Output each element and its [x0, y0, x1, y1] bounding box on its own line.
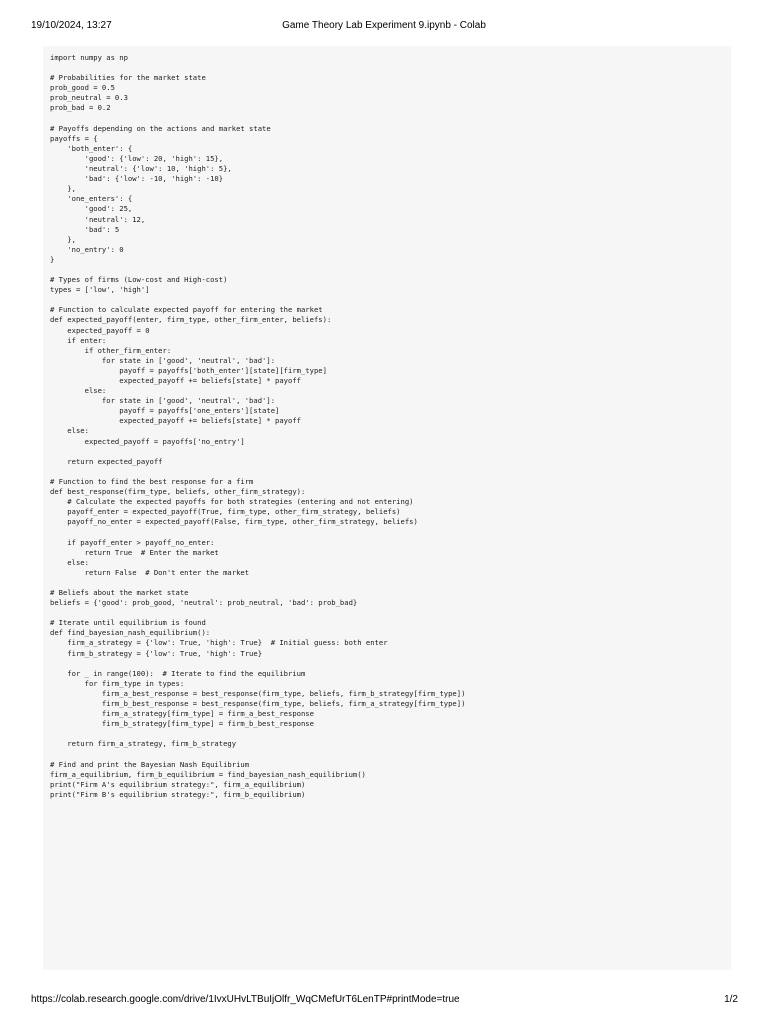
code-line: # Beliefs about the market state: [50, 587, 189, 597]
code-line: prob_neutral = 0.3: [50, 93, 128, 103]
code-line: if other_firm_enter:: [50, 345, 172, 355]
code-line: for state in ['good', 'neutral', 'bad']:: [50, 355, 276, 365]
code-line: # Iterate until equilibrium is found: [50, 618, 206, 628]
code-line: # Probabilities for the market state: [50, 73, 206, 83]
code-line: return expected_payoff: [50, 456, 163, 466]
code-line: else:: [50, 426, 89, 436]
code-line: types = ['low', 'high']: [50, 285, 150, 295]
code-line: # Types of firms (Low-cost and High-cost): [50, 275, 228, 285]
code-line: 'neutral': 12,: [50, 214, 146, 224]
code-line: payoff = payoffs['both_enter'][state][firm_type]: [50, 365, 327, 375]
code-line: firm_b_best_response = best_response(firm_type, beliefs, firm_a_strategy[firm_type]): [50, 699, 466, 708]
code-line: for firm_type in types:: [50, 678, 185, 688]
code-line: payoff = payoffs['one_enters'][state]: [50, 406, 280, 416]
code-line: prob_bad = 0.2: [50, 103, 111, 113]
code-line: firm_a_equilibrium, firm_b_equilibrium = find_bayesian_nash_equilibrium(): [50, 769, 366, 779]
code-line: 'one_enters': {: [50, 194, 133, 204]
code-line: # Payoffs depending on the actions and market state: [50, 123, 271, 133]
code-line: expected_payoff += beliefs[state] * payoff: [50, 376, 301, 385]
code-line: return firm_a_strategy, firm_b_strategy: [50, 739, 237, 749]
code-line: payoff_enter = expected_payoff(True, firm_type, other_firm_strategy, beliefs): [50, 507, 401, 517]
code-line: print("Firm A's equilibrium strategy:", firm_a_equilibrium): [50, 779, 306, 789]
code-line: 'bad': {'low': -10, 'high': -10}: [50, 174, 224, 184]
code-line: if payoff_enter > payoff_no_enter:: [50, 537, 215, 547]
print-footer: [0, 994, 768, 1014]
code-line: return True # Enter the market: [50, 547, 219, 557]
document-title: Game Theory Lab Experiment 9.ipynb - Colab: [282, 20, 486, 31]
code-line: firm_b_strategy[firm_type] = firm_b_best_response: [50, 719, 314, 729]
code-line: else:: [50, 386, 107, 396]
code-line: },: [50, 184, 76, 194]
code-line: firm_a_strategy = {'low': True, 'high': True} # Initial guess: both enter: [50, 638, 388, 648]
code-line: firm_a_best_response = best_response(firm_type, beliefs, firm_b_strategy[firm_type]): [50, 688, 466, 698]
code-line: 'both_enter': {: [50, 143, 133, 153]
page-url: https://colab.research.google.com/drive/1IvxUHvLTBuIjOlfr_WqCMefUrT6LenTP#printMode=true: [31, 994, 460, 1005]
code-line: # Find and print the Bayesian Nash Equilibrium: [50, 759, 250, 769]
code-line: }: [50, 254, 55, 264]
code-line: # Function to find the best response for a firm: [50, 476, 254, 486]
code-line: },: [50, 234, 76, 244]
code-line: firm_b_strategy = {'low': True, 'high': True}: [50, 648, 263, 658]
code-cell: [43, 46, 731, 970]
code-line: firm_a_strategy[firm_type] = firm_a_best_response: [50, 709, 314, 719]
print-header: [0, 0, 768, 40]
code-line: for state in ['good', 'neutral', 'bad']:: [50, 396, 276, 406]
code-line: 'no_entry': 0: [50, 244, 124, 254]
code-line: # Calculate the expected payoffs for both strategies (entering and not entering): [50, 497, 414, 507]
code-line: def expected_payoff(enter, firm_type, other_firm_enter, beliefs):: [50, 315, 332, 325]
code-line: payoff_no_enter = expected_payoff(False, firm_type, other_firm_strategy, beliefs): [50, 517, 418, 527]
code-line: def find_bayesian_nash_equilibrium():: [50, 628, 211, 638]
code-line: # Function to calculate expected payoff for entering the market: [50, 305, 323, 315]
code-line: beliefs = {'good': prob_good, 'neutral': prob_neutral, 'bad': prob_bad}: [50, 598, 358, 608]
code-line: expected_payoff = 0: [50, 325, 150, 335]
code-line: expected_payoff += beliefs[state] * payoff: [50, 416, 301, 426]
code-line: for _ in range(100): # Iterate to find the equilibrium: [50, 668, 306, 678]
code-line: payoffs = {: [50, 133, 98, 143]
code-line: 'good': 25,: [50, 204, 133, 214]
code-line: expected_payoff = payoffs['no_entry']: [50, 436, 245, 446]
code-block: [43, 46, 731, 800]
code-line: 'good': {'low': 20, 'high': 15},: [50, 153, 224, 163]
code-line: if enter:: [50, 335, 107, 345]
code-line: print("Firm B's equilibrium strategy:", firm_b_equilibrium): [50, 789, 306, 799]
code-line: 'bad': 5: [50, 224, 120, 234]
code-line: 'neutral': {'low': 10, 'high': 5},: [50, 164, 232, 174]
code-line: else:: [50, 557, 89, 567]
code-line: def best_response(firm_type, beliefs, other_firm_strategy):: [50, 487, 306, 497]
code-line: prob_good = 0.5: [50, 83, 115, 93]
code-line: return False # Don't enter the market: [50, 567, 250, 577]
print-timestamp: 19/10/2024, 13:27: [31, 20, 112, 31]
page-number: 1/2: [724, 994, 738, 1005]
code-line: import numpy as np: [50, 53, 128, 62]
